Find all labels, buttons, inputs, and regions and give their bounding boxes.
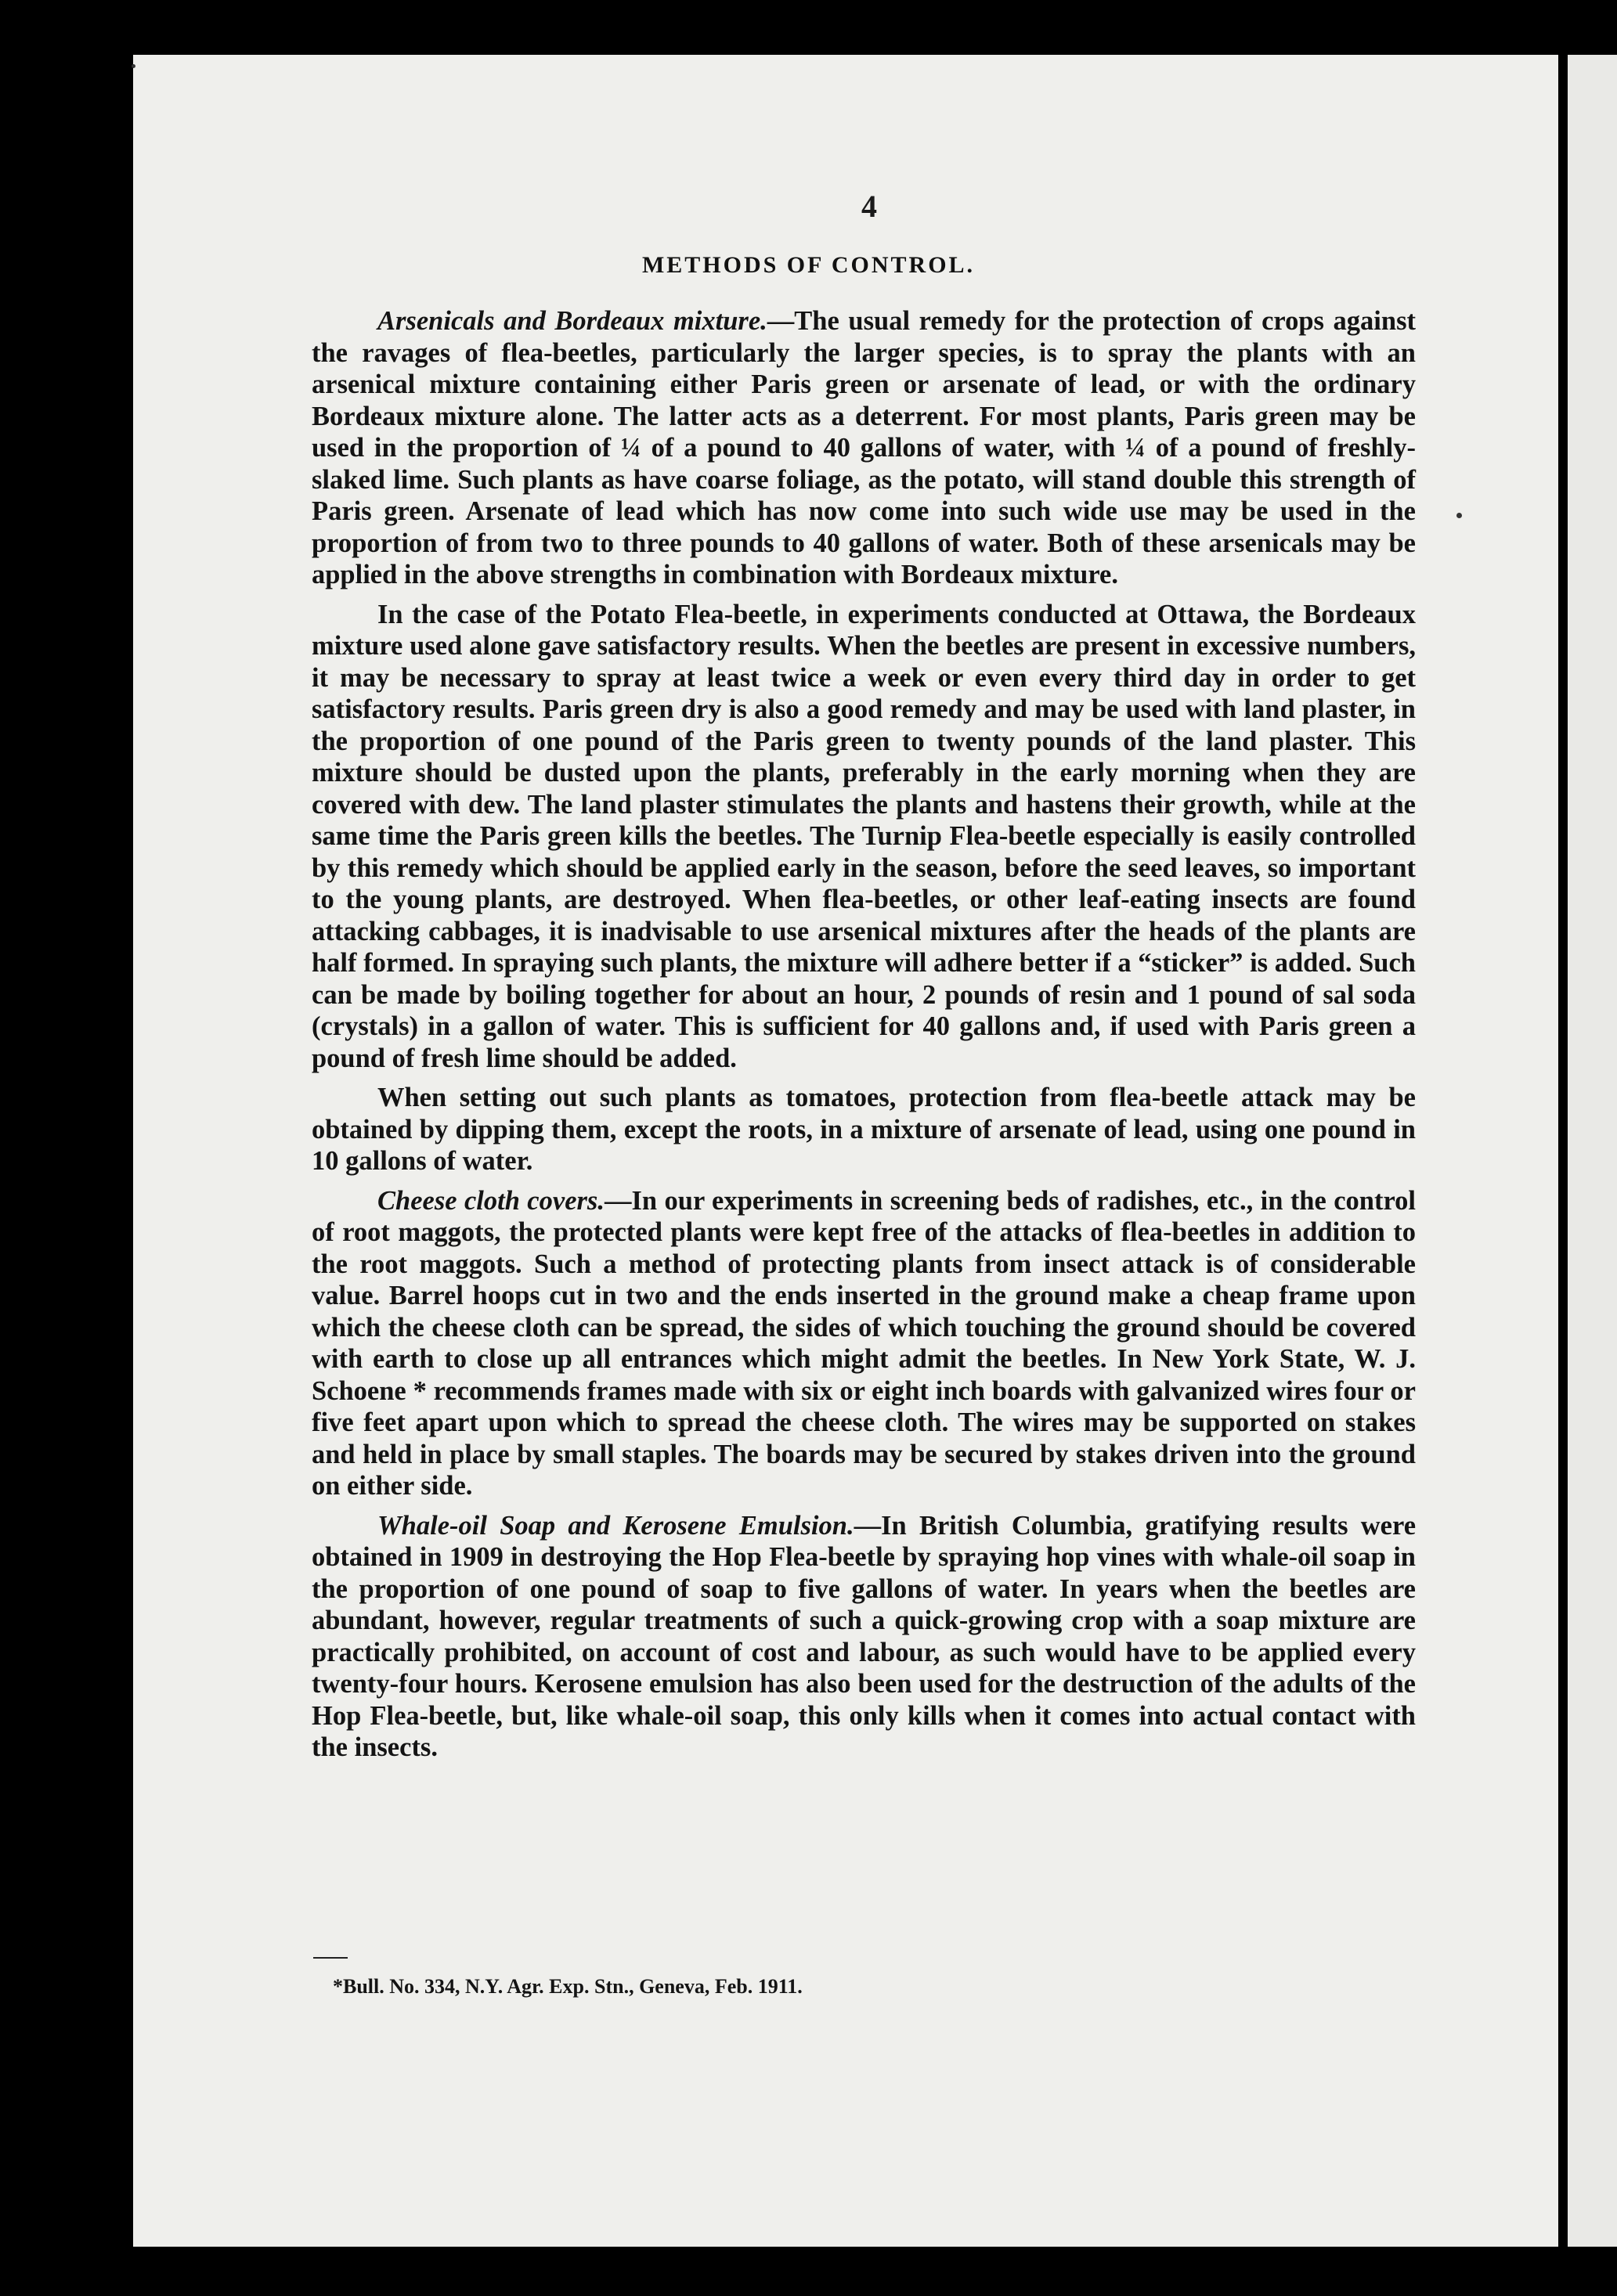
- page-gutter: [1558, 55, 1568, 2247]
- footnote: *Bull. No. 334, N.Y. Agr. Exp. Stn., Geneva, Feb. 1911.: [333, 1975, 803, 1998]
- paragraph-text: In the case of the Potato Flea-beetle, in experiments conducted at Ottawa, the Bordeaux mixture used alone gave satisfactory results. When the beetles are present in excessive numbers, it may be necessary to spray at least twice a week or even every third day in order to get satisfactory results. Paris green dry is also a good remedy and may be used with land plaster, in the proportion of one pound of the Paris green to twenty pounds of the land plaster. This mixture should be dusted upon the plants, preferably in the early morning when they are covered with dew. The land plaster stimulates the plants and hastens their growth, while at the same time the Paris green kills the beetles. The Turnip Flea-beetle especially is easily controlled by this remedy which should be applied early in the season, before the seed leaves, so important to the young plants, are destroyed. When flea-beetles, or other leaf-eating insects are found attacking cabbages, it is inadvisable to use arsenical mixtures after the heads of the plants are half formed. In spraying such plants, the mixture will adhere better if a “sticker” is added. Such can be made by boiling together for about an hour, 2 pounds of resin and 1 pound of sal soda (crystals) in a gallon of water. This is sufficient for 40 gallons and, if used with Paris green a pound of fresh lime should be added.: [312, 599, 1416, 1073]
- paragraph: [312, 599, 1416, 1075]
- paragraph-text: —The usual remedy for the protection of crops against the ravages of flea-beetles, particularly the larger species, is to spray the plants with an arsenical mixture containing either Paris green or arsenate of lead, or with the ordinary Bordeaux mixture alone. The latter acts as a deterrent. For most plants, Paris green may be used in the proportion of ¼ of a pound to 40 gallons of water, with ¼ of a pound of freshly-slaked lime. Such plants as have coarse foliage, as the potato, will stand double this strength of Paris green. Arsenate of lead which has now come into such wide use may be used in the proportion of from two to three pounds to 40 gallons of water. Both of these arsenicals may be applied in the above strengths in combination with Bordeaux mixture.: [312, 306, 1416, 589]
- paragraph-text: —In British Columbia, gratifying results were obtained in 1909 in destroying the Hop Flea-beetle by spraying hop vines with whale-oil soap in the proportion of one pound of soap to five gallons of water. In years when the beetles are abundant, however, regular treatments of such a quick-growing crop with a soap mixture are practically prohibited, on account of cost and labour, as such would have to be applied every twenty-four hours. Kerosene emulsion has also been used for the destruction of the adults of the Hop Flea-beetle, but, like whale-oil soap, this only kills when it comes into actual contact with the insects.: [312, 1510, 1417, 1762]
- paragraph: [312, 1510, 1416, 1764]
- section-heading: METHODS OF CONTROL.: [641, 252, 976, 278]
- paragraph-lead: Arsenicals and Bordeaux mixture.: [377, 306, 767, 336]
- next-page-edge: [1568, 55, 1617, 2247]
- paragraph-text: —In our experiments in screening beds of radishes, etc., in the control of root maggots, the protected plants were kept free of the attacks of flea-beetles in addition to the root maggots. Such a method of protecting plants from insect attack is of considerable value. Barrel hoops cut in two and the ends inserted in the ground make a cheap frame upon which the cheese cloth can be spread, the sides of which touching the ground should be covered with earth to close up all entrances which might admit the beetles. In New York State, W. J. Schoene * recommends frames made with six or eight inch boards with galvanized wires four or five feet apart upon which to spread the cheese cloth. The wires may be supported on stakes and held in place by small staples. The boards may be secured by stakes driven into the ground on either side.: [312, 1185, 1416, 1501]
- paragraph: [312, 1082, 1416, 1177]
- page-number: 4: [861, 189, 877, 224]
- paragraph: [312, 1185, 1416, 1502]
- scan-speck: [1456, 513, 1462, 518]
- paragraph-lead: Cheese cloth covers.: [377, 1185, 605, 1216]
- scan-speck: [132, 64, 135, 68]
- paragraph-lead: Whale-oil Soap and Kerosene Emulsion.: [377, 1510, 854, 1541]
- paragraph-text: When setting out such plants as tomatoes, protection from flea-beetle attack may be obtained by dipping them, except the roots, in a mixture of arsenate of lead, using one pound in 10 gallons of water.: [312, 1083, 1416, 1176]
- paragraph: [312, 305, 1416, 591]
- body-text: [312, 305, 1416, 1772]
- footnote-rule: [313, 1957, 348, 1959]
